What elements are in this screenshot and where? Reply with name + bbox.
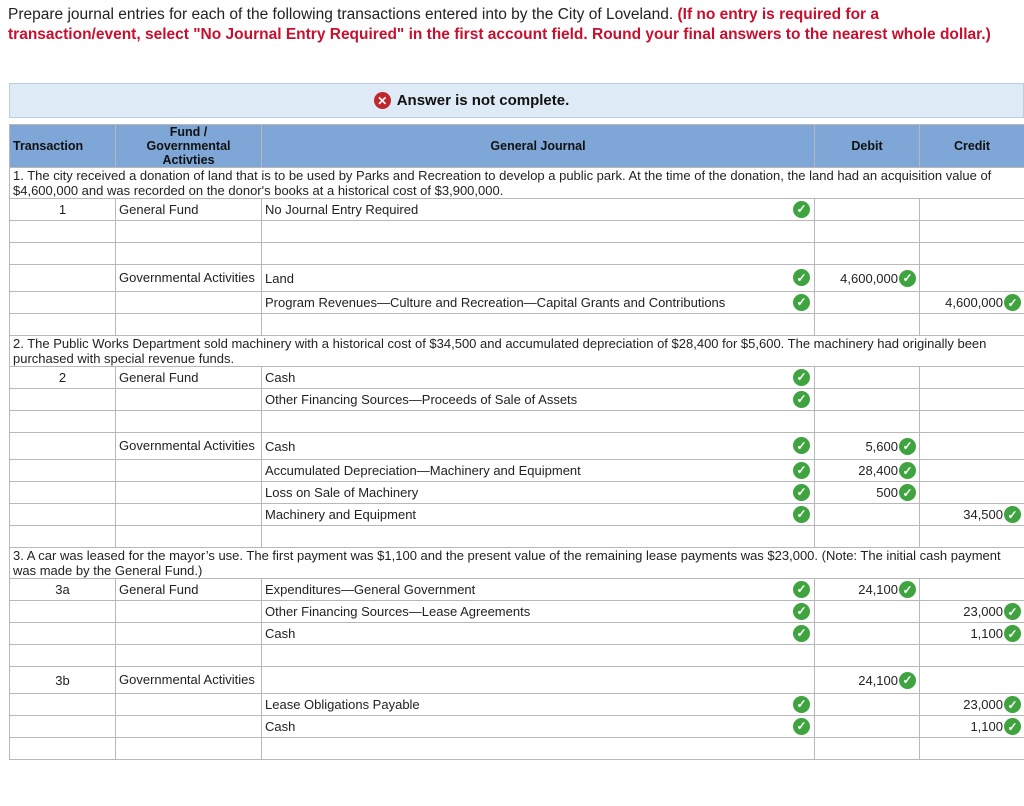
account-cell[interactable]	[262, 199, 815, 221]
debit-amount: 28,400	[858, 463, 898, 479]
transaction-cell	[10, 716, 116, 738]
transaction-cell	[10, 601, 116, 623]
credit-cell[interactable]	[920, 694, 1024, 716]
transaction-description-row	[10, 548, 1024, 579]
account-name: Expenditures—General Government	[265, 582, 476, 597]
journal-row	[10, 314, 1024, 336]
transaction-cell	[10, 314, 116, 336]
header-fund-line3: Activties	[162, 153, 215, 167]
transaction-description: 3. A car was leased for the mayor’s use. The first payment was $1,100 and the present value of the remaining lease payments was $23,000. (Note: The initial cash payment was made by the General Fund.)	[10, 548, 1024, 579]
account-name: Loss on Sale of Machinery	[265, 485, 419, 500]
transaction-description-row	[10, 336, 1024, 367]
debit-cell[interactable]	[815, 292, 920, 314]
journal-row	[10, 367, 1024, 389]
check-circle-icon: ✓	[793, 201, 810, 218]
account-name: Cash	[265, 438, 296, 454]
check-circle-icon: ✓	[1004, 625, 1021, 642]
journal-row	[10, 389, 1024, 411]
credit-cell[interactable]	[920, 623, 1024, 645]
fund-value: Governmental Activities	[119, 672, 255, 687]
transaction-description: 1. The city received a donation of land that is to be used by Parks and Recreation to develop a public park. At the time of the donation, the land had an acquisition value of $4,600,000 and was recorded on the donor's books at a historical cost of $3,900,000.	[10, 168, 1024, 199]
debit-amount: 24,100	[858, 582, 898, 598]
journal-row	[10, 623, 1024, 645]
check-circle-icon: ✓	[793, 696, 810, 713]
account-name: Cash	[265, 719, 296, 734]
fund-cell[interactable]	[116, 667, 262, 694]
account-cell[interactable]	[262, 667, 815, 694]
credit-cell[interactable]	[920, 504, 1024, 526]
transaction-cell	[10, 292, 116, 314]
journal-body	[10, 168, 1024, 760]
credit-cell[interactable]	[920, 367, 1024, 389]
fund-cell[interactable]	[116, 433, 262, 460]
account-name: Cash	[265, 370, 296, 385]
account-name: No Journal Entry Required	[265, 202, 419, 217]
header-fund-line1: Fund /	[169, 125, 208, 139]
account-cell[interactable]	[262, 243, 815, 265]
debit-cell[interactable]	[815, 460, 920, 482]
account-cell[interactable]	[262, 738, 815, 760]
debit-cell[interactable]	[815, 694, 920, 716]
journal-row	[10, 579, 1024, 601]
credit-cell[interactable]	[920, 526, 1024, 548]
fund-cell[interactable]	[116, 716, 262, 738]
check-circle-icon: ✓	[899, 581, 916, 598]
account-name: Accumulated Depreciation—Machinery and Equipment	[265, 463, 581, 478]
debit-amount: 4,600,000	[840, 270, 898, 286]
account-cell[interactable]	[262, 460, 815, 482]
credit-cell[interactable]	[920, 199, 1024, 221]
credit-cell[interactable]	[920, 460, 1024, 482]
debit-amount: 500	[876, 485, 898, 501]
check-circle-icon: ✓	[793, 506, 810, 523]
credit-cell[interactable]	[920, 243, 1024, 265]
account-name: Machinery and Equipment	[265, 507, 417, 522]
fund-cell[interactable]	[116, 411, 262, 433]
check-circle-icon: ✓	[793, 391, 810, 408]
check-circle-icon: ✓	[793, 294, 810, 311]
account-name: Land	[265, 270, 294, 286]
transaction-cell	[10, 460, 116, 482]
check-circle-icon: ✓	[1004, 294, 1021, 311]
check-circle-icon: ✓	[793, 581, 810, 598]
fund-cell[interactable]	[116, 482, 262, 504]
credit-cell[interactable]	[920, 314, 1024, 336]
transaction-cell	[10, 623, 116, 645]
journal-row	[10, 645, 1024, 667]
header-credit: Credit	[920, 125, 1024, 168]
journal-row	[10, 482, 1024, 504]
credit-cell[interactable]	[920, 292, 1024, 314]
credit-amount: 23,000	[963, 604, 1003, 620]
journal-row	[10, 199, 1024, 221]
check-circle-icon: ✓	[793, 484, 810, 501]
debit-cell[interactable]	[815, 716, 920, 738]
debit-cell[interactable]	[815, 367, 920, 389]
credit-cell[interactable]	[920, 482, 1024, 504]
transaction-cell	[10, 738, 116, 760]
transaction-id: 1	[58, 202, 67, 217]
credit-amount: 34,500	[963, 507, 1003, 523]
account-cell[interactable]	[262, 221, 815, 243]
check-circle-icon: ✓	[899, 462, 916, 479]
fund-cell[interactable]	[116, 623, 262, 645]
account-cell[interactable]	[262, 367, 815, 389]
answer-status-message: Answer is not complete.	[396, 92, 570, 109]
account-cell[interactable]	[262, 292, 815, 314]
journal-row	[10, 243, 1024, 265]
fund-cell[interactable]	[116, 389, 262, 411]
fund-value: Governmental Activities	[119, 270, 255, 285]
transaction-cell	[10, 367, 116, 389]
transaction-cell	[10, 667, 116, 694]
journal-row	[10, 526, 1024, 548]
debit-cell[interactable]	[815, 433, 920, 460]
credit-cell[interactable]	[920, 411, 1024, 433]
debit-cell[interactable]	[815, 738, 920, 760]
check-circle-icon: ✓	[793, 603, 810, 620]
credit-cell[interactable]	[920, 738, 1024, 760]
transaction-cell	[10, 243, 116, 265]
transaction-cell	[10, 645, 116, 667]
credit-amount: 1,100	[970, 626, 1003, 642]
transaction-cell	[10, 482, 116, 504]
fund-cell[interactable]	[116, 526, 262, 548]
account-name: Other Financing Sources—Lease Agreements	[265, 604, 531, 619]
instructions-text: Prepare journal entries for each of the following transactions entered into by the City of Loveland.	[8, 6, 678, 23]
transaction-cell	[10, 221, 116, 243]
fund-cell[interactable]	[116, 504, 262, 526]
credit-cell[interactable]	[920, 579, 1024, 601]
debit-cell[interactable]	[815, 482, 920, 504]
transaction-cell	[10, 389, 116, 411]
transaction-cell	[10, 411, 116, 433]
header-general-journal: General Journal	[262, 125, 815, 168]
fund-cell[interactable]	[116, 199, 262, 221]
fund-cell[interactable]	[116, 601, 262, 623]
debit-cell[interactable]	[815, 199, 920, 221]
account-cell[interactable]	[262, 601, 815, 623]
check-circle-icon: ✓	[793, 369, 810, 386]
debit-cell[interactable]	[815, 243, 920, 265]
account-cell[interactable]	[262, 623, 815, 645]
debit-cell[interactable]	[815, 314, 920, 336]
credit-cell[interactable]	[920, 601, 1024, 623]
fund-cell[interactable]	[116, 579, 262, 601]
credit-cell[interactable]	[920, 389, 1024, 411]
transaction-id: 2	[58, 370, 67, 385]
journal-row	[10, 265, 1024, 292]
journal-row	[10, 504, 1024, 526]
check-circle-icon: ✓	[793, 625, 810, 642]
fund-value: General Fund	[119, 369, 199, 385]
fund-cell[interactable]	[116, 221, 262, 243]
answer-status-bar	[9, 83, 1024, 118]
transaction-description-row	[10, 168, 1024, 199]
credit-cell[interactable]	[920, 716, 1024, 738]
fund-cell[interactable]	[116, 645, 262, 667]
fund-cell[interactable]	[116, 694, 262, 716]
debit-cell[interactable]	[815, 265, 920, 292]
general-journal-table	[9, 124, 1024, 760]
transaction-cell	[10, 199, 116, 221]
account-cell[interactable]	[262, 389, 815, 411]
debit-cell[interactable]	[815, 526, 920, 548]
journal-row	[10, 694, 1024, 716]
debit-cell[interactable]	[815, 601, 920, 623]
x-circle-icon: ✕	[374, 92, 391, 109]
fund-value: General Fund	[119, 581, 199, 597]
header-debit: Debit	[815, 125, 920, 168]
check-circle-icon: ✓	[793, 462, 810, 479]
debit-amount: 24,100	[858, 672, 898, 688]
table-header-row	[10, 125, 1024, 168]
fund-value: Governmental Activities	[119, 438, 255, 453]
journal-row	[10, 667, 1024, 694]
check-circle-icon: ✓	[899, 270, 916, 287]
journal-row	[10, 221, 1024, 243]
check-circle-icon: ✓	[793, 718, 810, 735]
credit-cell[interactable]	[920, 433, 1024, 460]
fund-cell[interactable]	[116, 292, 262, 314]
transaction-id: 3b	[55, 672, 70, 688]
fund-cell[interactable]	[116, 314, 262, 336]
journal-row	[10, 292, 1024, 314]
debit-cell[interactable]	[815, 667, 920, 694]
account-cell[interactable]	[262, 433, 815, 460]
account-cell[interactable]	[262, 314, 815, 336]
credit-amount: 4,600,000	[945, 295, 1003, 311]
debit-cell[interactable]	[815, 623, 920, 645]
credit-amount: 23,000	[963, 697, 1003, 713]
fund-cell[interactable]	[116, 460, 262, 482]
account-cell[interactable]	[262, 579, 815, 601]
journal-row	[10, 460, 1024, 482]
journal-row	[10, 716, 1024, 738]
journal-row	[10, 433, 1024, 460]
transaction-cell	[10, 579, 116, 601]
header-fund	[116, 125, 262, 168]
account-name: Lease Obligations Payable	[265, 697, 420, 712]
fund-value: General Fund	[119, 201, 199, 217]
account-name: Other Financing Sources—Proceeds of Sale of Assets	[265, 392, 578, 407]
debit-cell[interactable]	[815, 579, 920, 601]
account-cell[interactable]	[262, 526, 815, 548]
account-cell[interactable]	[262, 716, 815, 738]
transaction-description: 2. The Public Works Department sold machinery with a historical cost of $34,500 and accumulated depreciation of $28,400 for $5,600. The machinery had originally been purchased with special revenue funds.	[10, 336, 1024, 367]
transaction-cell	[10, 526, 116, 548]
credit-cell[interactable]	[920, 221, 1024, 243]
transaction-id: 3a	[55, 582, 70, 597]
check-circle-icon: ✓	[899, 672, 916, 689]
credit-cell[interactable]	[920, 265, 1024, 292]
check-circle-icon: ✓	[1004, 696, 1021, 713]
credit-cell[interactable]	[920, 667, 1024, 694]
check-circle-icon: ✓	[793, 269, 810, 286]
debit-cell[interactable]	[815, 389, 920, 411]
debit-cell[interactable]	[815, 411, 920, 433]
header-transaction: Transaction	[10, 125, 116, 168]
header-fund-line2: Governmental	[146, 139, 231, 153]
account-name: Cash	[265, 626, 296, 641]
account-cell[interactable]	[262, 504, 815, 526]
account-cell[interactable]	[262, 694, 815, 716]
check-circle-icon: ✓	[1004, 718, 1021, 735]
check-circle-icon: ✓	[899, 438, 916, 455]
debit-amount: 5,600	[865, 438, 898, 454]
check-circle-icon: ✓	[899, 484, 916, 501]
account-cell[interactable]	[262, 645, 815, 667]
journal-row	[10, 601, 1024, 623]
check-circle-icon: ✓	[1004, 603, 1021, 620]
transaction-cell	[10, 504, 116, 526]
transaction-cell	[10, 265, 116, 292]
journal-row	[10, 411, 1024, 433]
transaction-cell	[10, 433, 116, 460]
check-circle-icon: ✓	[793, 437, 810, 454]
account-cell[interactable]	[262, 411, 815, 433]
journal-row	[10, 738, 1024, 760]
debit-cell[interactable]	[815, 504, 920, 526]
credit-cell[interactable]	[920, 645, 1024, 667]
instructions	[8, 5, 1008, 45]
instructions-emphasis: (If no entry is required for a transaction/event, select "No Journal Entry Required" in the first account field. Round your final answers to the nearest whole dollar.)	[8, 6, 991, 43]
debit-cell[interactable]	[815, 645, 920, 667]
credit-amount: 1,100	[970, 719, 1003, 735]
check-circle-icon: ✓	[1004, 506, 1021, 523]
fund-cell[interactable]	[116, 243, 262, 265]
debit-cell[interactable]	[815, 221, 920, 243]
account-cell[interactable]	[262, 265, 815, 292]
account-cell[interactable]	[262, 482, 815, 504]
account-name: Program Revenues—Culture and Recreation—Capital Grants and Contributions	[265, 295, 726, 310]
fund-cell[interactable]	[116, 738, 262, 760]
fund-cell[interactable]	[116, 367, 262, 389]
transaction-cell	[10, 694, 116, 716]
fund-cell[interactable]	[116, 265, 262, 292]
